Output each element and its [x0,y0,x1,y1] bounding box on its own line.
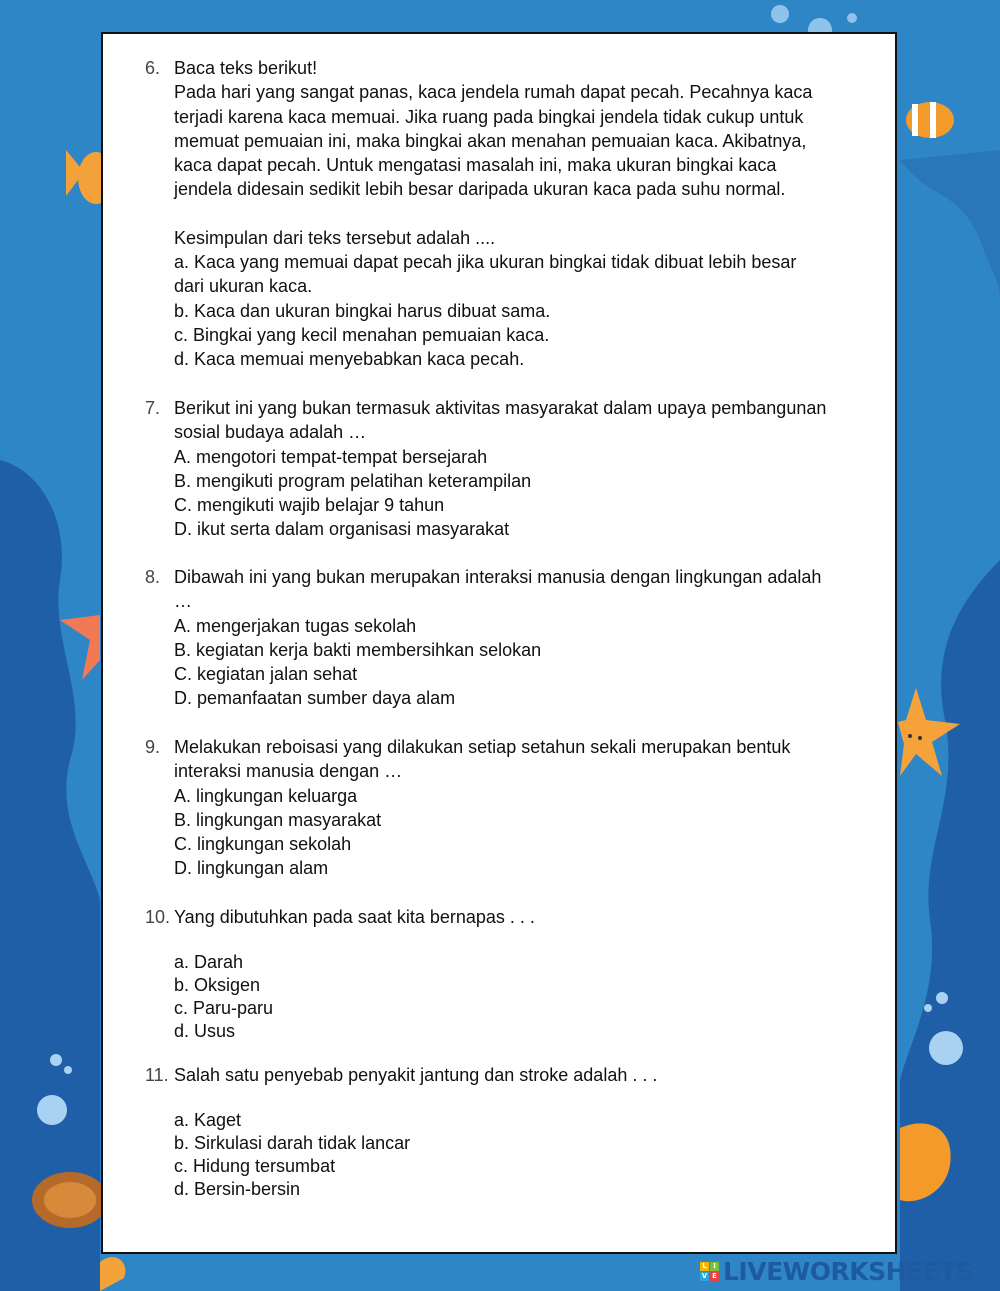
question-line: Kesimpulan dari teks tersebut adalah .... [174,227,496,248]
blank-line [174,1087,886,1109]
answer-option[interactable]: D. pemanfaatan sumber daya alam [174,688,456,709]
question-number: 10. [145,907,171,927]
answer-option-continued[interactable]: dari ukuran kaca. [174,276,313,297]
question-line: Salah satu penyebab penyakit jantung dan stroke adalah . . . [174,1065,658,1085]
answer-option[interactable]: A. lingkungan keluarga [174,785,358,806]
answer-option[interactable]: A. mengotori tempat-tempat bersejarah [174,446,488,467]
question-line: Melakukan reboisasi yang dilakukan setiap setahun sekali merupakan bentuk [174,737,791,757]
question-number: 8. [145,567,161,587]
answer-option[interactable]: B. lingkungan masyarakat [174,809,382,830]
bubble-icon [37,1095,67,1125]
answer-option[interactable]: B. mengikuti program pelatihan keterampilan [174,470,532,491]
liveworksheets-logo[interactable] [700,1258,973,1284]
question-body [174,56,886,372]
answer-option[interactable]: c. Hidung tersumbat [174,1156,336,1177]
bubble-icon [924,1004,932,1012]
question-line: interaksi manusia dengan … [174,761,403,782]
answer-option[interactable]: D. lingkungan alam [174,858,329,879]
answer-option[interactable]: b. Kaca dan ukuran bingkai harus dibuat sama. [174,300,551,321]
answer-option[interactable]: B. kegiatan kerja bakti membersihkan selokan [174,639,542,660]
coral-top-right-shape [900,150,1000,300]
coral-left-shape [0,460,100,1291]
question-number: 9. [145,737,161,757]
passage-line: terjadi karena kaca memuai. Jika ruang pada bingkai jendela tidak cukup untuk [174,106,804,127]
blank-line [174,202,886,226]
blank-line [174,929,886,951]
passage-line: memuat pemuaian ini, maka bingkai akan menahan pemuaian kaca. Akibatnya, [174,130,807,151]
logo-text: LIVEWORKSHEETS [723,1256,974,1286]
answer-option[interactable]: A. mengerjakan tugas sekolah [174,615,417,636]
answer-option[interactable]: c. Paru-paru [174,998,274,1019]
question-line: Berikut ini yang bukan termasuk aktivitas masyarakat dalam upaya pembangunan [174,398,827,418]
bubble-icon [929,1031,963,1065]
question-number: 6. [145,58,161,78]
logo-letter: V [701,1271,708,1280]
fish-icon [100,1257,125,1291]
question-line: Yang dibutuhkan pada saat kita bernapas . . . [174,907,535,927]
question-body [174,396,886,542]
question-body [174,1063,886,1201]
bubble-icon [936,992,948,1004]
answer-option[interactable]: d. Kaca memuai menyebabkan kaca pecah. [174,349,525,370]
answer-option[interactable]: d. Bersin-bersin [174,1179,301,1200]
answer-option[interactable]: d. Usus [174,1021,236,1042]
starfish-eye [908,734,912,738]
answer-option[interactable]: a. Kaget [174,1110,242,1131]
passage-line: kaca dapat pecah. Untuk mengatasi masalah ini, maka ukuran bingkai kaca [174,155,777,176]
passage-line: jendela didesain sedikit lebih besar daripada ukuran kaca pada suhu normal. [174,179,786,200]
question-body [174,905,886,1043]
fish-stripe [912,104,918,136]
logo-grid-icon [700,1262,719,1281]
bubble-icon [64,1066,72,1074]
answer-option[interactable]: a. Kaca yang memuai dapat pecah jika ukuran bingkai tidak dibuat lebih besar [174,252,797,273]
question-line: … [174,591,192,612]
answer-option[interactable]: D. ikut serta dalam organisasi masyarakat [174,519,510,540]
logo-letter: E [710,1272,719,1281]
bubble-icon [771,5,789,23]
question-line: sosial budaya adalah … [174,422,367,443]
answer-option[interactable]: C. lingkungan sekolah [174,834,352,855]
bubble-icon [847,13,857,23]
question-line: Dibawah ini yang bukan merupakan interaksi manusia dengan lingkungan adalah [174,567,822,587]
logo-letter: I [710,1262,719,1271]
logo-letter: L [700,1262,709,1271]
answer-option[interactable]: C. mengikuti wajib belajar 9 tahun [174,495,445,516]
answer-option[interactable]: b. Oksigen [174,975,261,996]
bubble-icon [50,1054,62,1066]
answer-option[interactable]: a. Darah [174,952,244,973]
question-number: 7. [145,398,161,418]
question-body [174,565,886,711]
question-line: Baca teks berikut! [174,58,318,78]
answer-option[interactable]: C. kegiatan jalan sehat [174,664,358,685]
worksheet-page [101,32,897,1254]
turtle-shell [44,1182,96,1218]
passage-line: Pada hari yang sangat panas, kaca jendela rumah dapat pecah. Pecahnya kaca [174,82,813,103]
question-number: 11. [145,1065,169,1085]
fish-stripe [930,102,936,138]
starfish-eye [918,736,922,740]
answer-option[interactable]: c. Bingkai yang kecil menahan pemuaian kaca. [174,324,550,345]
question-body [174,735,886,881]
answer-option[interactable]: b. Sirkulasi darah tidak lancar [174,1133,411,1154]
